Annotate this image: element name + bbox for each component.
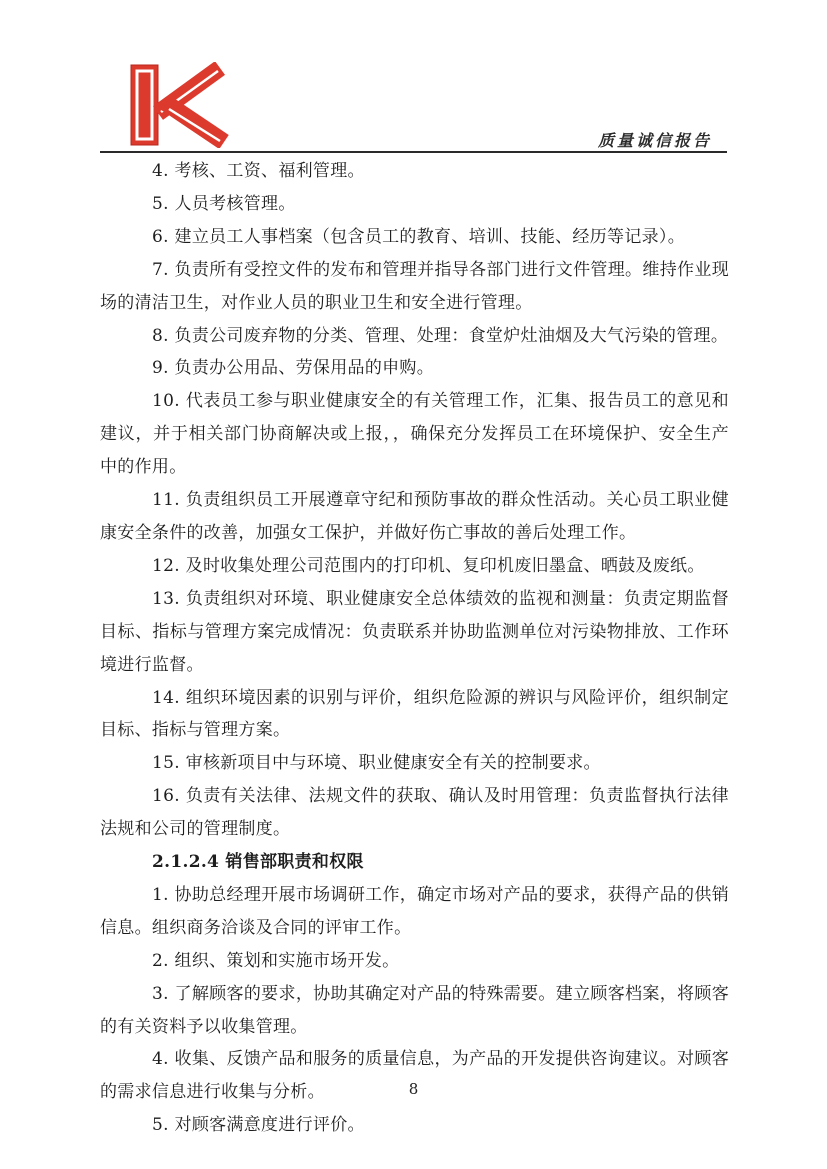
paragraph: 5. 人员考核管理。: [152, 193, 296, 214]
header-rule: [100, 151, 727, 153]
paragraph: 2. 组织、策划和实施市场开发。: [152, 950, 400, 971]
paragraph: 4. 收集、反馈产品和服务的质量信息，为产品的开发提供咨询建议。对顾客的需求信息进行收集与分析。: [100, 1049, 729, 1103]
paragraph: 13. 负责组织对环境、职业健康安全总体绩效的监视和测量：负责定期监督目标、指标与管理方案完成情况：负责联系并协助监测单位对污染物排放、工作环境进行监督。: [100, 588, 729, 675]
paragraph: 15. 审核新项目中与环境、职业健康安全有关的控制要求。: [152, 753, 601, 774]
paragraph: 12. 及时收集处理公司范围内的打印机、复印机废旧墨盒、晒鼓及废纸。: [152, 555, 705, 576]
paragraph: 9. 负责办公用品、劳保用品的申购。: [152, 358, 435, 379]
paragraph: 6. 建立员工人事档案（包含员工的教育、培训、技能、经历等记录）。: [152, 226, 686, 247]
paragraph: 5. 对顾客满意度进行评价。: [152, 1115, 365, 1136]
paragraph: 14. 组织环境因素的识别与评价，组织危险源的辨识与风险评价，组织制定目标、指标与管理方案。: [100, 687, 729, 741]
header-report-title: 质量诚信报告: [597, 131, 712, 150]
paragraph: 3. 了解顾客的要求，协助其确定对产品的特殊需要。建立顾客档案，将顾客的有关资料予以收集管理。: [100, 983, 729, 1037]
paragraph: 16. 负责有关法律、法规文件的获取、确认及时用管理：负责监督执行法律法规和公司的管理制度。: [100, 786, 729, 840]
paragraph: 8. 负责公司废弃物的分类、管理、处理：食堂炉灶油烟及大气污染的管理。: [152, 325, 729, 346]
paragraph: 11. 负责组织员工开展遵章守纪和预防事故的群众性活动。关心员工职业健康安全条件的改善，加强女工保护，并做好伤亡事故的善后处理工作。: [100, 490, 729, 543]
page-number: 8: [408, 1080, 419, 1098]
document-body: [100, 155, 729, 1142]
paragraph: 10. 代表员工参与职业健康安全的有关管理工作，汇集、报告员工的意见和建议，并于相关部门协商解决或上报，，确保充分发挥员工在环境保护、安全生产中的作用。: [100, 391, 729, 478]
paragraph: 1. 协助总经理开展市场调研工作，确定市场对产品的要求，获得产品的供销信息。组织商务洽谈及合同的评审工作。: [100, 884, 729, 938]
section-heading: 2.1.2.4 销售部职责和权限: [152, 852, 364, 873]
paragraph: 7. 负责所有受控文件的发布和管理并指导各部门进行文件管理。维持作业现场的清洁卫生，对作业人员的职业卫生和安全进行管理。: [100, 259, 729, 313]
paragraph: 4. 考核、工资、福利管理。: [152, 161, 365, 181]
